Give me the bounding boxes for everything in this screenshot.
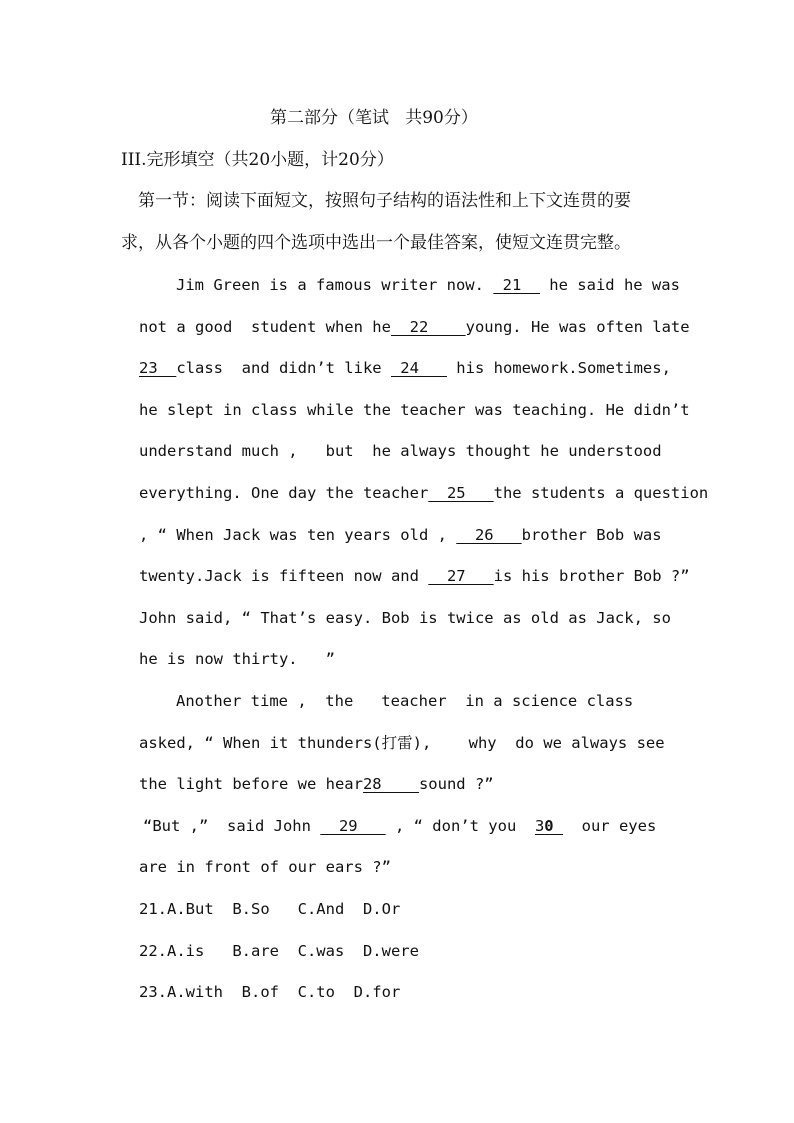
passage-text: , “ When Jack was ten years old ,	[139, 526, 457, 544]
blank-30-digit-bold: 0	[544, 817, 563, 835]
passage-line: he is now thirty. ”	[139, 650, 335, 668]
blank-29: 29	[320, 817, 386, 835]
passage-text: his homework.Sometimes,	[446, 359, 671, 377]
passage-text: Jim Green is a famous writer now.	[176, 276, 494, 294]
blank-26: 26	[456, 526, 522, 544]
blank-25: 25	[428, 484, 494, 502]
passage-line: he slept in class while the teacher was teaching. He didn’t	[139, 401, 690, 419]
part-heading: 第二部分（笔试 共90分）	[270, 108, 478, 128]
passage-text: class and didn’t like	[176, 359, 391, 377]
passage-text: brother Bob was	[521, 526, 662, 544]
passage-text: , “ don’t you	[385, 817, 535, 835]
blank-30	[535, 817, 563, 835]
blank-27: 27	[428, 567, 494, 585]
passage-text: he said he was	[539, 276, 680, 294]
passage-line	[143, 816, 656, 836]
passage-text: twenty.Jack is fifteen now and	[139, 567, 429, 585]
passage-text: the light before we hear	[139, 775, 363, 793]
passage-text: not a good student when he	[139, 318, 391, 336]
passage-line	[176, 275, 680, 295]
blank-23: 23	[139, 359, 177, 377]
section-heading: III.完形填空（共20小题，计20分）	[121, 150, 394, 170]
passage-line: Another time , the teacher in a science class	[176, 692, 634, 710]
passage-text: everything. One day the teacher	[139, 484, 429, 502]
blank-22: 22	[390, 318, 466, 336]
option-line-23: 23.A.with B.of C.to D.for	[139, 983, 401, 1001]
passage-line	[139, 774, 494, 794]
passage-line	[139, 525, 662, 545]
passage-text: “But ,” said John	[143, 817, 321, 835]
passage-line: are in front of our ears ?”	[139, 858, 391, 876]
passage-text: the students a question	[493, 484, 709, 502]
option-line-21: 21.A.But B.So C.And D.Or	[139, 900, 401, 918]
blank-30-digit: 3	[534, 817, 545, 835]
blank-28: 28	[362, 775, 419, 793]
passage-line	[139, 358, 671, 378]
instructions-line-1: 第一节：阅读下面短文，按照句子结构的语法性和上下文连贯的要	[138, 191, 631, 211]
passage-line: John said, “ That’s easy. Bob is twice as old as Jack, so	[139, 609, 671, 627]
passage-text: young. He was often late	[465, 318, 690, 336]
option-line-22: 22.A.is B.are C.was D.were	[139, 942, 419, 960]
passage-line	[139, 317, 690, 337]
instructions-line-2: 求，从各个小题的四个选项中选出一个最佳答案，使短文连贯完整。	[121, 233, 631, 253]
passage-line: understand much , but he always thought he understood	[139, 442, 662, 460]
passage-line	[139, 566, 690, 586]
passage-line: asked, “ When it thunders(打雷), why do we always see	[139, 734, 665, 752]
blank-24: 24	[390, 359, 447, 377]
blank-21: 21	[493, 276, 540, 294]
passage-line	[139, 483, 708, 503]
passage-text: is his brother Bob ?”	[493, 567, 690, 585]
passage-text: our eyes	[562, 817, 657, 835]
passage-text: sound ?”	[418, 775, 494, 793]
